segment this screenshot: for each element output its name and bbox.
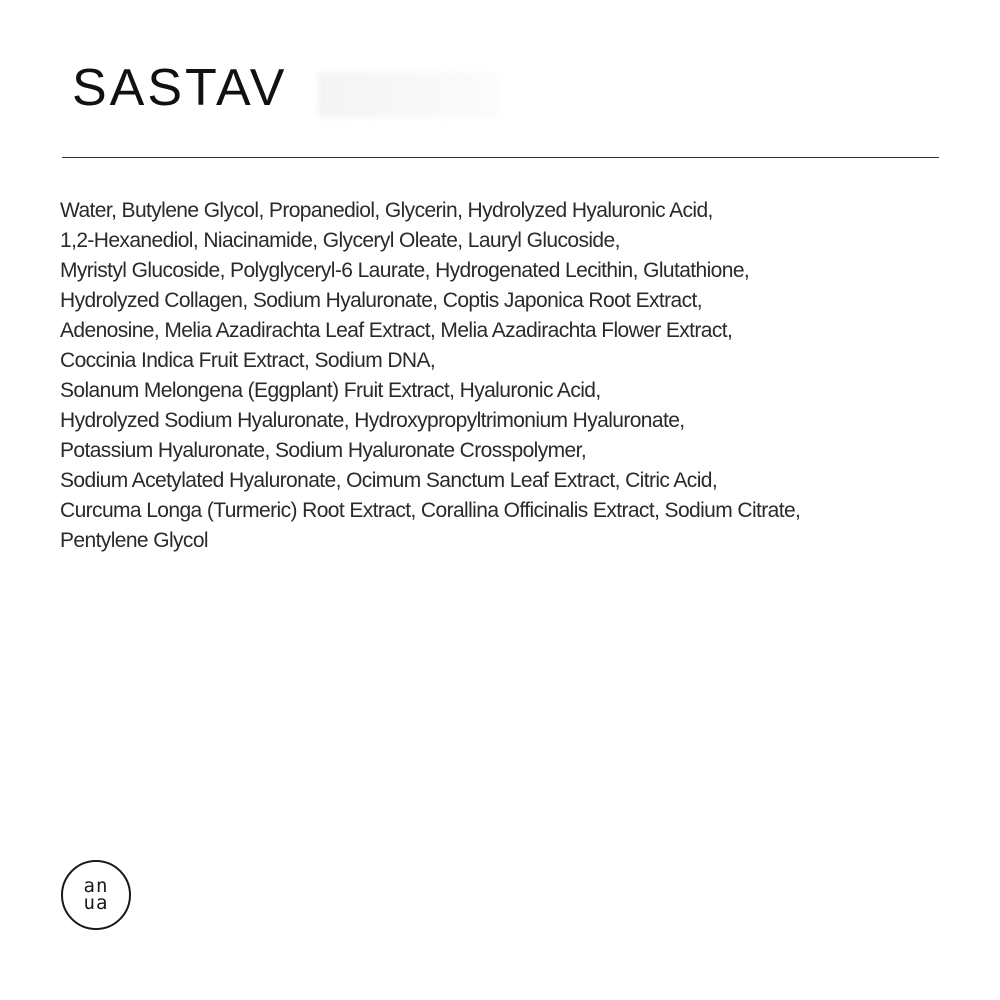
faded-title-overlay <box>318 72 498 118</box>
ingredients-line: Hydrolyzed Sodium Hyaluronate, Hydroxypropyltrimonium Hyaluronate, <box>60 409 685 432</box>
ingredients-line: Solanum Melongena (Eggplant) Fruit Extract, Hyaluronic Acid, <box>60 379 601 402</box>
logo-text-bottom: ua <box>83 892 109 914</box>
ingredients-line: Adenosine, Melia Azadirachta Leaf Extract, Melia Azadirachta Flower Extract, <box>60 319 733 342</box>
ingredients-list <box>60 196 940 556</box>
title-divider <box>62 157 939 158</box>
ingredients-line: Water, Butylene Glycol, Propanediol, Glycerin, Hydrolyzed Hyaluronic Acid, <box>60 199 713 222</box>
ingredients-line: Curcuma Longa (Turmeric) Root Extract, Corallina Officinalis Extract, Sodium Citrate, <box>60 499 801 522</box>
page-title: SASTAV <box>72 59 288 117</box>
ingredients-line: Coccinia Indica Fruit Extract, Sodium DNA, <box>60 349 436 372</box>
logo-text-top: an <box>83 875 109 897</box>
anua-logo <box>61 860 131 930</box>
ingredients-line: 1,2-Hexanediol, Niacinamide, Glyceryl Oleate, Lauryl Glucoside, <box>60 229 620 252</box>
ingredients-line: Sodium Acetylated Hyaluronate, Ocimum Sanctum Leaf Extract, Citric Acid, <box>60 469 718 492</box>
ingredients-line: Myristyl Glucoside, Polyglyceryl-6 Laurate, Hydrogenated Lecithin, Glutathione, <box>60 259 750 282</box>
ingredients-line: Hydrolyzed Collagen, Sodium Hyaluronate, Coptis Japonica Root Extract, <box>60 289 703 312</box>
ingredients-line: Potassium Hyaluronate, Sodium Hyaluronate Crosspolymer, <box>60 439 587 462</box>
ingredients-line: Pentylene Glycol <box>60 529 208 552</box>
